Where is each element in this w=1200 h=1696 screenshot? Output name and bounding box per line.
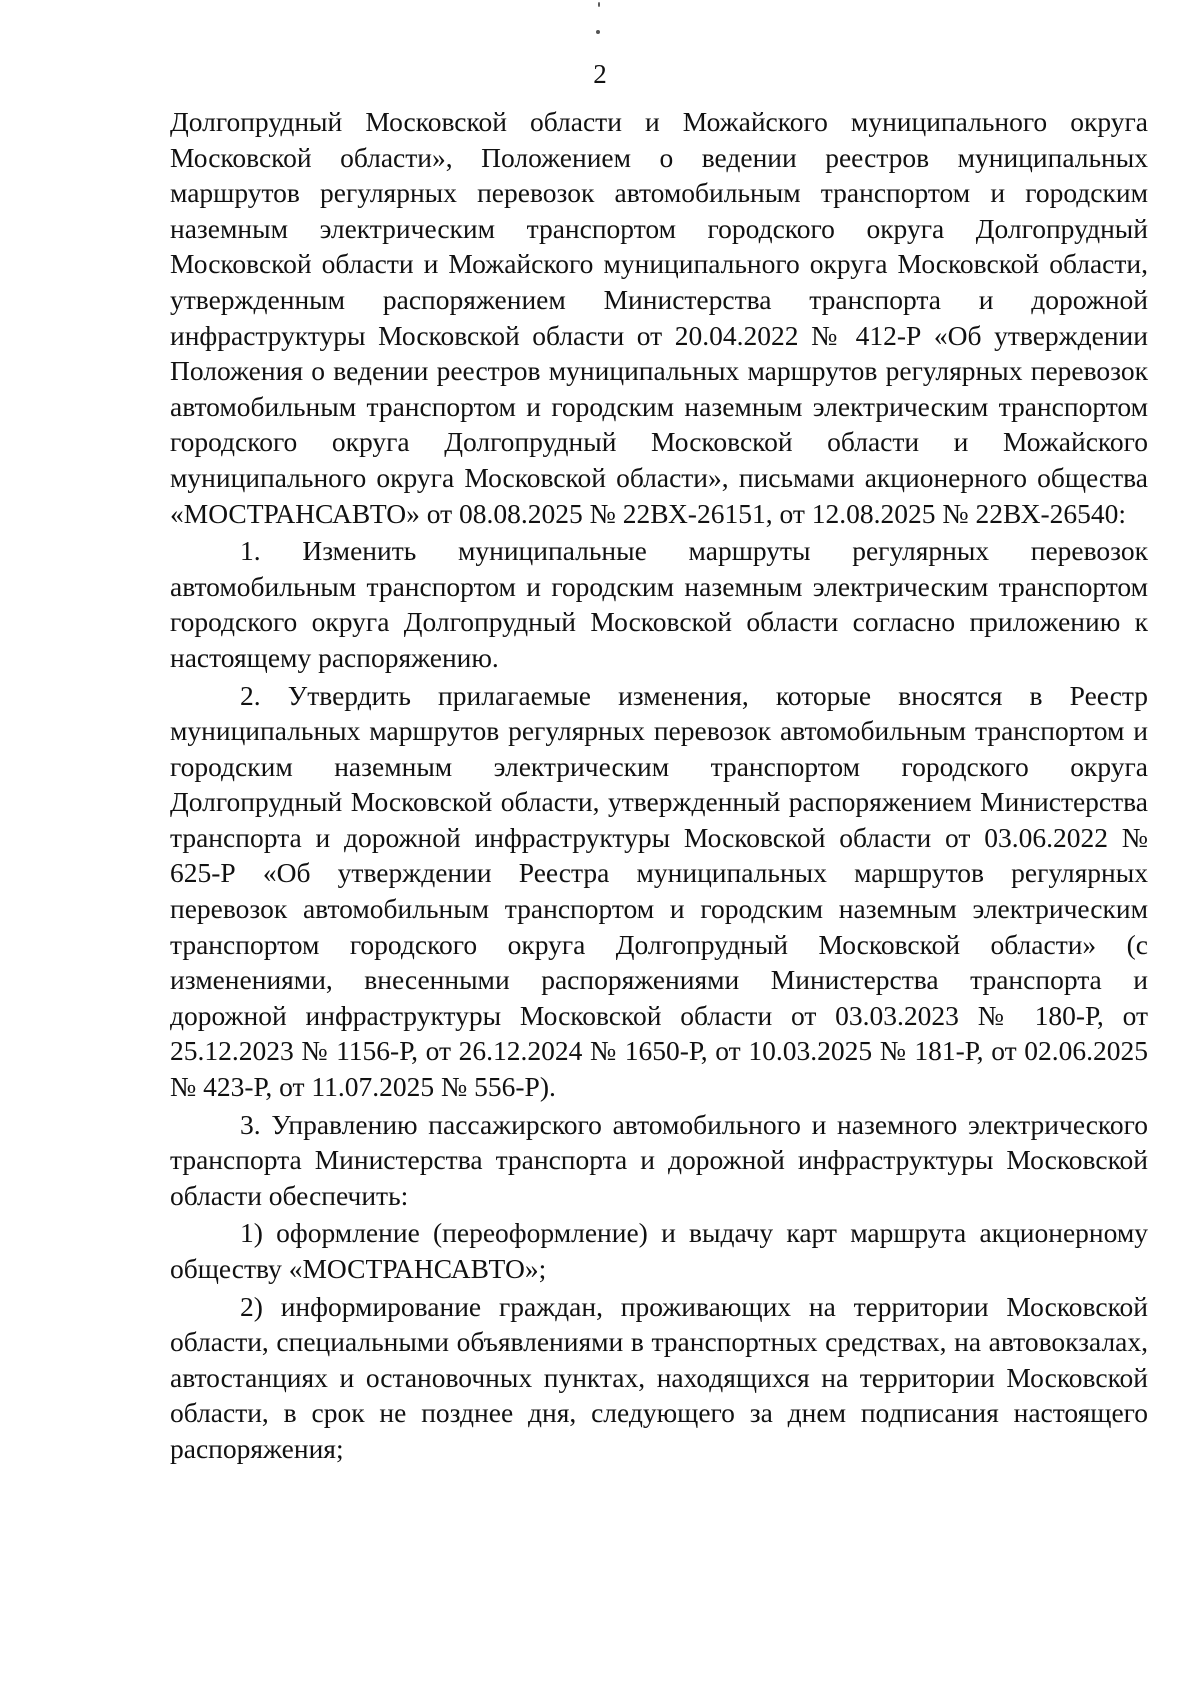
paragraph-subitem-1: 1) оформление (переоформление) и выдачу карт маршрута акционерному обществу «МОСТРАНСАВТО»; [170, 1217, 1148, 1284]
page-number: 2 [593, 59, 607, 89]
paragraph-item-1: 1. Изменить муниципальные маршруты регулярных перевозок автомобильным транспортом и городским наземным электрическим транспортом городского округа Долгопрудный Московской области согласно приложению к настоящему распоряжению. [170, 535, 1148, 673]
paragraph-item-2: 2. Утвердить прилагаемые изменения, которые вносятся в Реестр муниципальных маршрутов регулярных перевозок автомобильным транспортом и городским наземным электрическим транспортом городского округа Долгопрудный Московской области, утвержденный распоряжением Министерства транспорта и дорожной инфраструктуры Московской области от 03.06.2022 № 625-Р «Об утверждении Реестра муниципальных маршрутов регулярных перевозок автомобильным транспортом и городским наземным электрическим транспортом городского округа Долгопрудный Московской области» (с изменениями, внесенными распоряжениями Министерства транспорта и дорожной инфраструктуры Московской области от 03.03.2023 № 180-Р, от 25.12.2023 № 1156-Р, от 26.12.2024 № 1650-Р, от 10.03.2025 № 181-Р, от 02.06.2025 № 423-Р, от 11.07.2025 № 556-Р). [170, 679, 1148, 1103]
paragraph-subitem-2: 2) информирование граждан, проживающих на территории Московской области, специальными объявлениями в транспортных средствах, на автовокзалах, автостанциях и остановочных пунктах, находящихся на территории Московской области, в срок не позднее дня, следующего за днем подписания настоящего распоряжения; [170, 1290, 1148, 1464]
paragraph-item-3: 3. Управлению пассажирского автомобильного и наземного электрического транспорта Министерства транспорта и дорожной инфраструктуры Московской области обеспечить: [170, 1108, 1148, 1211]
scan-speck [598, 2, 600, 7]
document-body [170, 104, 1148, 1467]
paragraph-preamble: Долгопрудный Московской области и Можайского муниципального округа Московской области», Положением о ведении реестров муниципальных маршрутов регулярных перевозок автомобильным транспортом и городским наземным электрическим транспортом городского округа Долгопрудный Московской области и Можайского муниципального округа Московской области, утвержденным распоряжением Министерства транспорта и дорожной инфраструктуры Московской области от 20.04.2022 № 412-Р «Об утверждении Положения о ведении реестров муниципальных маршрутов регулярных перевозок автомобильным транспортом и городским наземным электрическим транспортом городского округа Долгопрудный Московской области и Можайского муниципального округа Московской области», письмами акционерного общества «МОСТРАНСАВТО» от 08.08.2025 № 22ВХ-26151, от 12.08.2025 № 22ВХ-26540: [170, 106, 1148, 529]
scan-speck [596, 30, 600, 34]
